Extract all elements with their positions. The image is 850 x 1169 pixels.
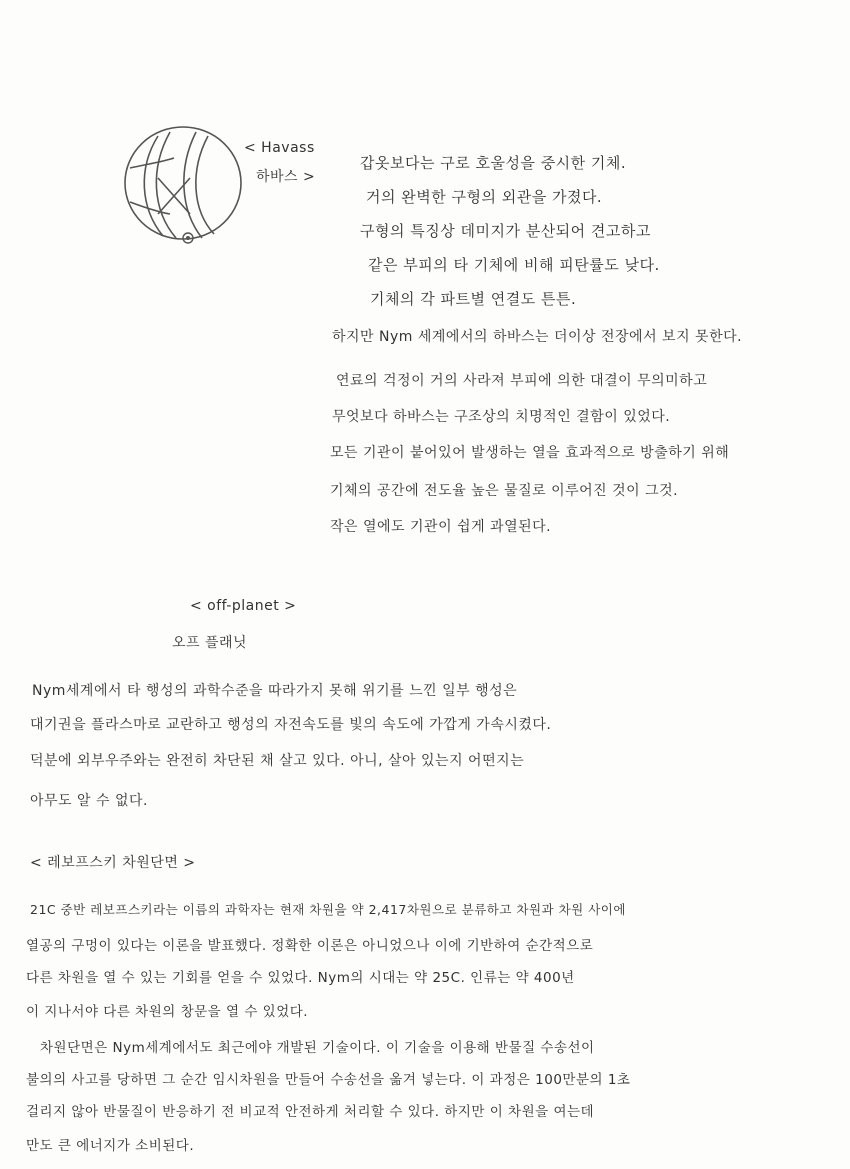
section3-line: 이 지나서야 다른 차원의 창문을 열 수 있었다.: [26, 1004, 309, 1020]
section1-line: 무엇보다 하바스는 구조상의 치명적인 결함이 있었다.: [332, 409, 671, 425]
section1-line: 기체의 공간에 전도율 높은 물질로 이루어진 것이 그것.: [330, 483, 679, 499]
section2-heading-ko: 오프 플래닛: [172, 635, 248, 651]
section3-line: 21C 중반 레보프스키라는 이름의 과학자는 현재 차원을 약 2,417차원으로 분류하고 차원과 차원 사이에: [30, 902, 626, 917]
section1-line: 모든 기관이 붙어있어 발생하는 열을 효과적으로 방출하기 위해: [330, 445, 730, 461]
section1-line: 거의 완벽한 구형의 외관을 가졌다.: [366, 188, 603, 206]
section1-line: 기체의 각 파트별 연결도 튼튼.: [370, 290, 577, 308]
section2-line: Nym세계에서 타 행성의 과학수준을 따라가지 못해 위기를 느낀 일부 행성은: [32, 683, 518, 699]
section1-line: 작은 열에도 기관이 쉽게 과열된다.: [330, 519, 552, 535]
section2-line: 대기권을 플라스마로 교란하고 행성의 자전속도를 빛의 속도에 가깝게 가속시켰다.: [30, 717, 552, 733]
section1-line: 연료의 걱정이 거의 사라져 부피에 의한 대결이 무의미하고: [336, 373, 708, 389]
sketch-label-ko: 하바스 >: [256, 169, 316, 185]
section2-line: 덕분에 외부우주와는 완전히 차단된 채 살고 있다. 아니, 살아 있는지 어떤지는: [30, 753, 525, 769]
section1-line: 구형의 특징상 데미지가 분산되어 견고하고: [360, 222, 651, 240]
section3-line: 차원단면은 Nym세계에서도 최근에야 개발된 기술이다. 이 기술을 이용해 반물질 수송선이: [40, 1040, 595, 1056]
section1-line: 갑옷보다는 구로 호울성을 중시한 기체.: [360, 154, 627, 172]
section3-line: 열공의 구멍이 있다는 이론을 발표했다. 정확한 이론은 아니었으나 이에 기반하여 순간적으로: [26, 938, 594, 954]
section3-heading: < 레보프스키 차원단면 >: [30, 855, 196, 871]
havass-sketch: [118, 118, 248, 248]
section3-line: 걸리지 않아 반물질이 반응하기 전 비교적 안전하게 처리할 수 있다. 하지만 이 차원을 여는데: [26, 1104, 595, 1120]
section2-heading-en: < off-planet >: [190, 598, 297, 614]
sketch-label-en: < Havass: [244, 140, 315, 156]
section3-line: 다른 차원을 열 수 있는 기회를 얻을 수 있었다. Nym의 시대는 약 25C. 인류는 약 400년: [26, 970, 575, 986]
section1-line: 하지만 Nym 세계에서의 하바스는 더이상 전장에서 보지 못한다.: [332, 329, 743, 345]
section1-line: 같은 부피의 타 기체에 비해 피탄률도 낮다.: [368, 256, 660, 274]
section2-line: 아무도 알 수 없다.: [30, 793, 148, 809]
section3-line: 만도 큰 에너지가 소비된다.: [26, 1138, 195, 1154]
section3-line: 불의의 사고를 당하면 그 순간 임시차원을 만들어 수송선을 옮겨 넣는다. 이 과정은 100만분의 1초: [26, 1072, 631, 1088]
